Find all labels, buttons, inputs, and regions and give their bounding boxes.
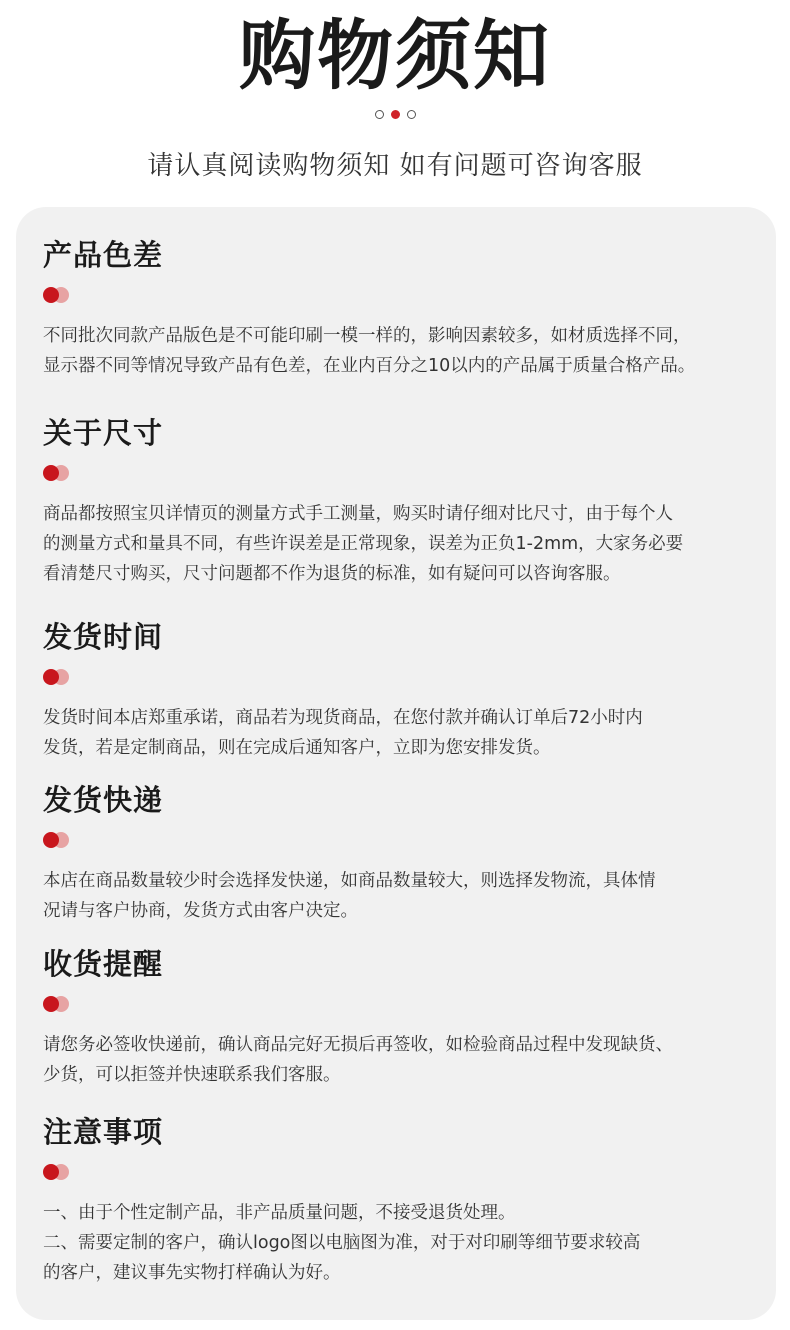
section-line: 显示器不同等情况导致产品有色差，在业内百分之10以内的产品属于质量合格产品。	[43, 356, 696, 376]
section-body	[43, 866, 753, 926]
section-line: 看清楚尺寸购买，尺寸问题都不作为退货的标准，如有疑问可以咨询客服。	[43, 564, 621, 584]
section-line: 发货时间本店郑重承诺，商品若为现货商品，在您付款并确认订单后72小时内	[43, 708, 643, 728]
section-line: 本店在商品数量较少时会选择发快递，如商品数量较大，则选择发物流，具体情	[43, 871, 656, 891]
section-title: 关于尺寸	[43, 416, 164, 450]
section-body	[43, 703, 753, 763]
pager-dot-active	[391, 110, 400, 119]
section-title: 发货时间	[43, 620, 164, 654]
section-line: 不同批次同款产品版色是不可能印刷一模一样的，影响因素较多，如材质选择不同，	[43, 326, 691, 346]
section-title: 收货提醒	[43, 947, 164, 981]
bullet-dots-icon	[43, 996, 73, 1012]
section-size	[43, 413, 753, 589]
page-subtitle: 请认真阅读购物须知 如有问题可咨询客服	[147, 151, 643, 181]
section-line: 一、由于个性定制产品，非产品质量问题，不接受退货处理。	[43, 1203, 516, 1223]
pager-indicator	[0, 110, 790, 119]
bullet-dots-icon	[43, 465, 73, 481]
bullet-dots-icon	[43, 669, 73, 685]
section-receipt-reminder	[43, 944, 753, 1090]
section-line: 少货，可以拒签并快速联系我们客服。	[43, 1065, 341, 1085]
section-title: 发货快递	[43, 783, 164, 817]
page-title: 购物须知	[239, 11, 551, 100]
section-line: 商品都按照宝贝详情页的测量方式手工测量，购买时请仔细对比尺寸，由于每个人	[43, 504, 673, 524]
section-body	[43, 1030, 753, 1090]
section-title: 产品色差	[43, 238, 164, 272]
section-line: 发货，若是定制商品，则在完成后通知客户，立即为您安排发货。	[43, 738, 551, 758]
section-line: 况请与客户协商，发货方式由客户决定。	[43, 901, 358, 921]
section-body	[43, 499, 753, 589]
section-line: 请您务必签收快递前，确认商品完好无损后再签收，如检验商品过程中发现缺货、	[43, 1035, 673, 1055]
section-line: 的客户，建议事先实物打样确认为好。	[43, 1263, 341, 1283]
bullet-dots-icon	[43, 1164, 73, 1180]
section-body	[43, 321, 753, 381]
section-shipping-time	[43, 617, 753, 763]
section-courier	[43, 780, 753, 926]
section-line: 的测量方式和量具不同，有些许误差是正常现象，误差为正负1-2mm，大家务必要	[43, 534, 684, 554]
notice-card	[16, 207, 776, 1320]
section-title: 注意事项	[43, 1115, 164, 1149]
bullet-dots-icon	[43, 832, 73, 848]
section-body	[43, 1198, 753, 1288]
bullet-dots-icon	[43, 287, 73, 303]
pager-dot	[407, 110, 416, 119]
section-color-difference	[43, 235, 753, 381]
section-line: 二、需要定制的客户，确认logo图以电脑图为准，对于对印刷等细节要求较高	[43, 1233, 641, 1253]
section-notes	[43, 1112, 753, 1288]
pager-dot	[375, 110, 384, 119]
